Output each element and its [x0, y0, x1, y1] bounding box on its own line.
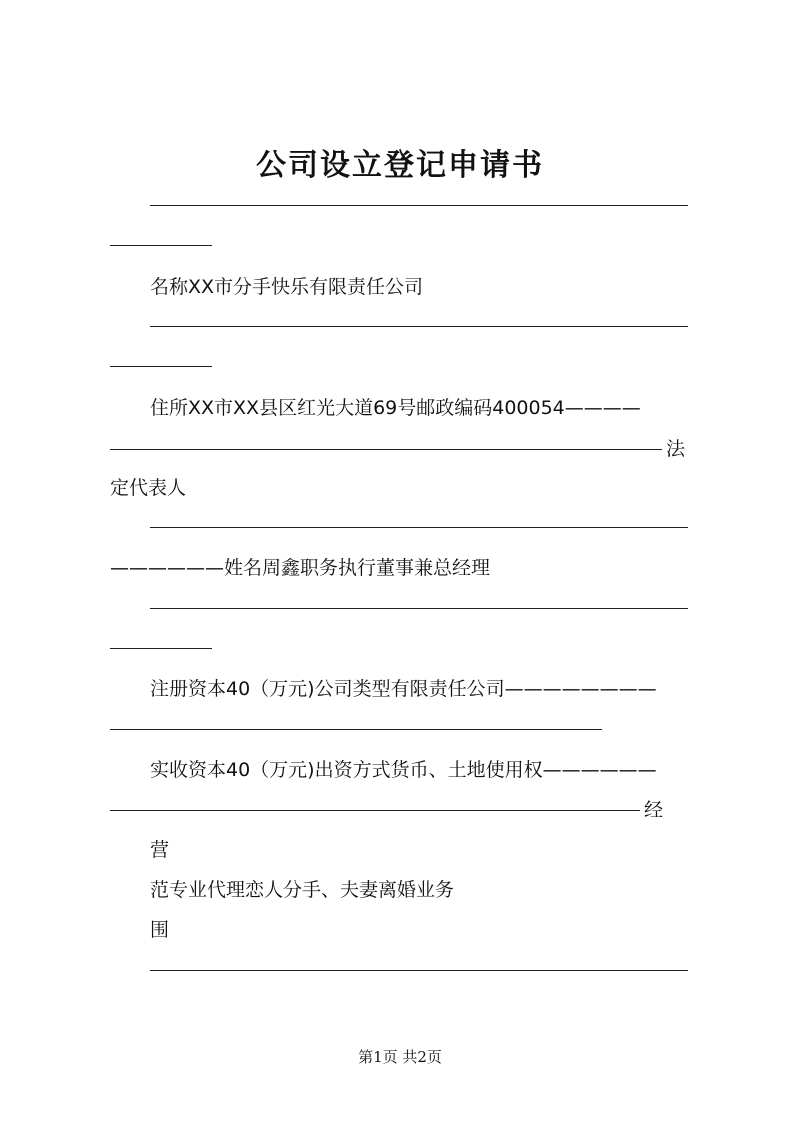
legal-rep-label-tail: 法 [666, 438, 686, 460]
page-footer: 第1页 共2页 [358, 1048, 442, 1066]
separator-rule [110, 810, 640, 811]
separator-rule [150, 608, 688, 609]
legal-rep-label: 定代表人 [110, 477, 187, 499]
registered-capital-field: 注册资本40（万元)公司类型有限责任公司———————— [150, 678, 657, 700]
address-field: 住所XX市XX县区红光大道69号邮政编码400054———— [150, 397, 641, 419]
separator-rule [150, 970, 688, 971]
separator-rule [110, 245, 212, 246]
separator-rule [110, 648, 212, 649]
separator-rule [150, 326, 688, 327]
separator-rule [150, 527, 688, 528]
document-title: 公司设立登记申请书 [256, 148, 544, 183]
company-name-field: 名称XX市分手快乐有限责任公司 [150, 276, 424, 298]
business-scope-label-char: 营 [150, 839, 170, 861]
separator-rule [110, 729, 602, 730]
separator-rule [110, 449, 662, 450]
separator-rule [110, 366, 212, 367]
business-scope-label-tail: 经 [644, 799, 664, 821]
paid-capital-field: 实收资本40（万元)出资方式货币、土地使用权—————— [150, 759, 657, 781]
business-scope-label-char: 围 [150, 919, 170, 941]
legal-rep-person-field: ——————姓名周鑫职务执行董事兼总经理 [110, 557, 491, 579]
business-scope-field: 范专业代理恋人分手、夫妻离婚业务 [150, 879, 455, 901]
separator-rule [150, 205, 688, 206]
